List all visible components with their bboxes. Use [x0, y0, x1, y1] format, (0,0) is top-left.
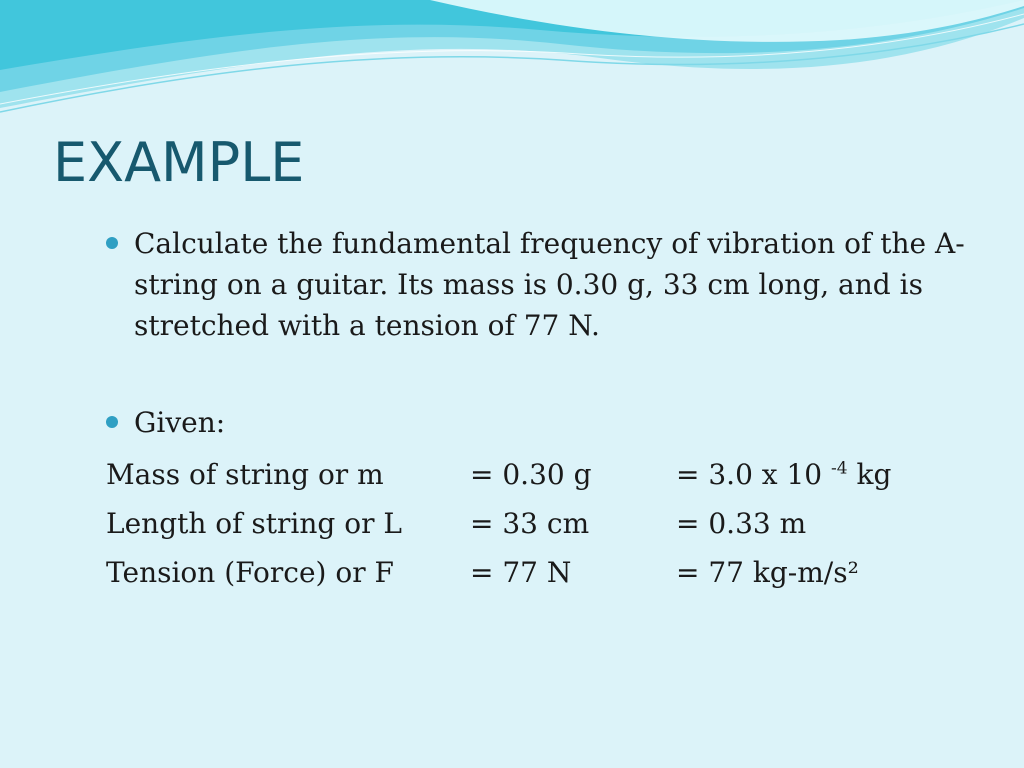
value-cell: = 77 N: [470, 556, 572, 589]
header-wave-decoration: [0, 0, 1024, 130]
bullet-dot-icon: [106, 416, 118, 428]
bullet-dot-icon: [106, 237, 118, 249]
converted-cell: = 3.0 x 10 $^{-4}$ kg: [676, 458, 892, 491]
value-cell: = 33 cm: [470, 507, 590, 540]
given-row-mass: [106, 450, 916, 499]
given-row-tension: [106, 548, 916, 597]
slide-title: EXAMPLE: [53, 131, 305, 194]
quantity-cell: Length of string or L: [106, 507, 402, 540]
quantity-cell: Tension (Force) or F: [106, 556, 394, 589]
converted-cell: = 0.33 m: [676, 507, 807, 540]
bullet-problem-statement: [106, 223, 986, 346]
given-row-length: [106, 499, 916, 548]
given-values-table: [106, 450, 916, 597]
given-heading-text: Given:: [134, 406, 226, 439]
problem-statement-text: Calculate the fundamental frequency of vibration of the A-string on a guitar. Its mass is 0.30 g, 33 cm long, and is stretched with a tension of 77 N.: [134, 227, 965, 342]
value-cell: = 0.30 g: [470, 458, 592, 491]
bullet-given-heading: [106, 402, 406, 443]
converted-cell: = 77 kg-m/s²: [676, 556, 859, 589]
quantity-cell: Mass of string or m: [106, 458, 384, 491]
